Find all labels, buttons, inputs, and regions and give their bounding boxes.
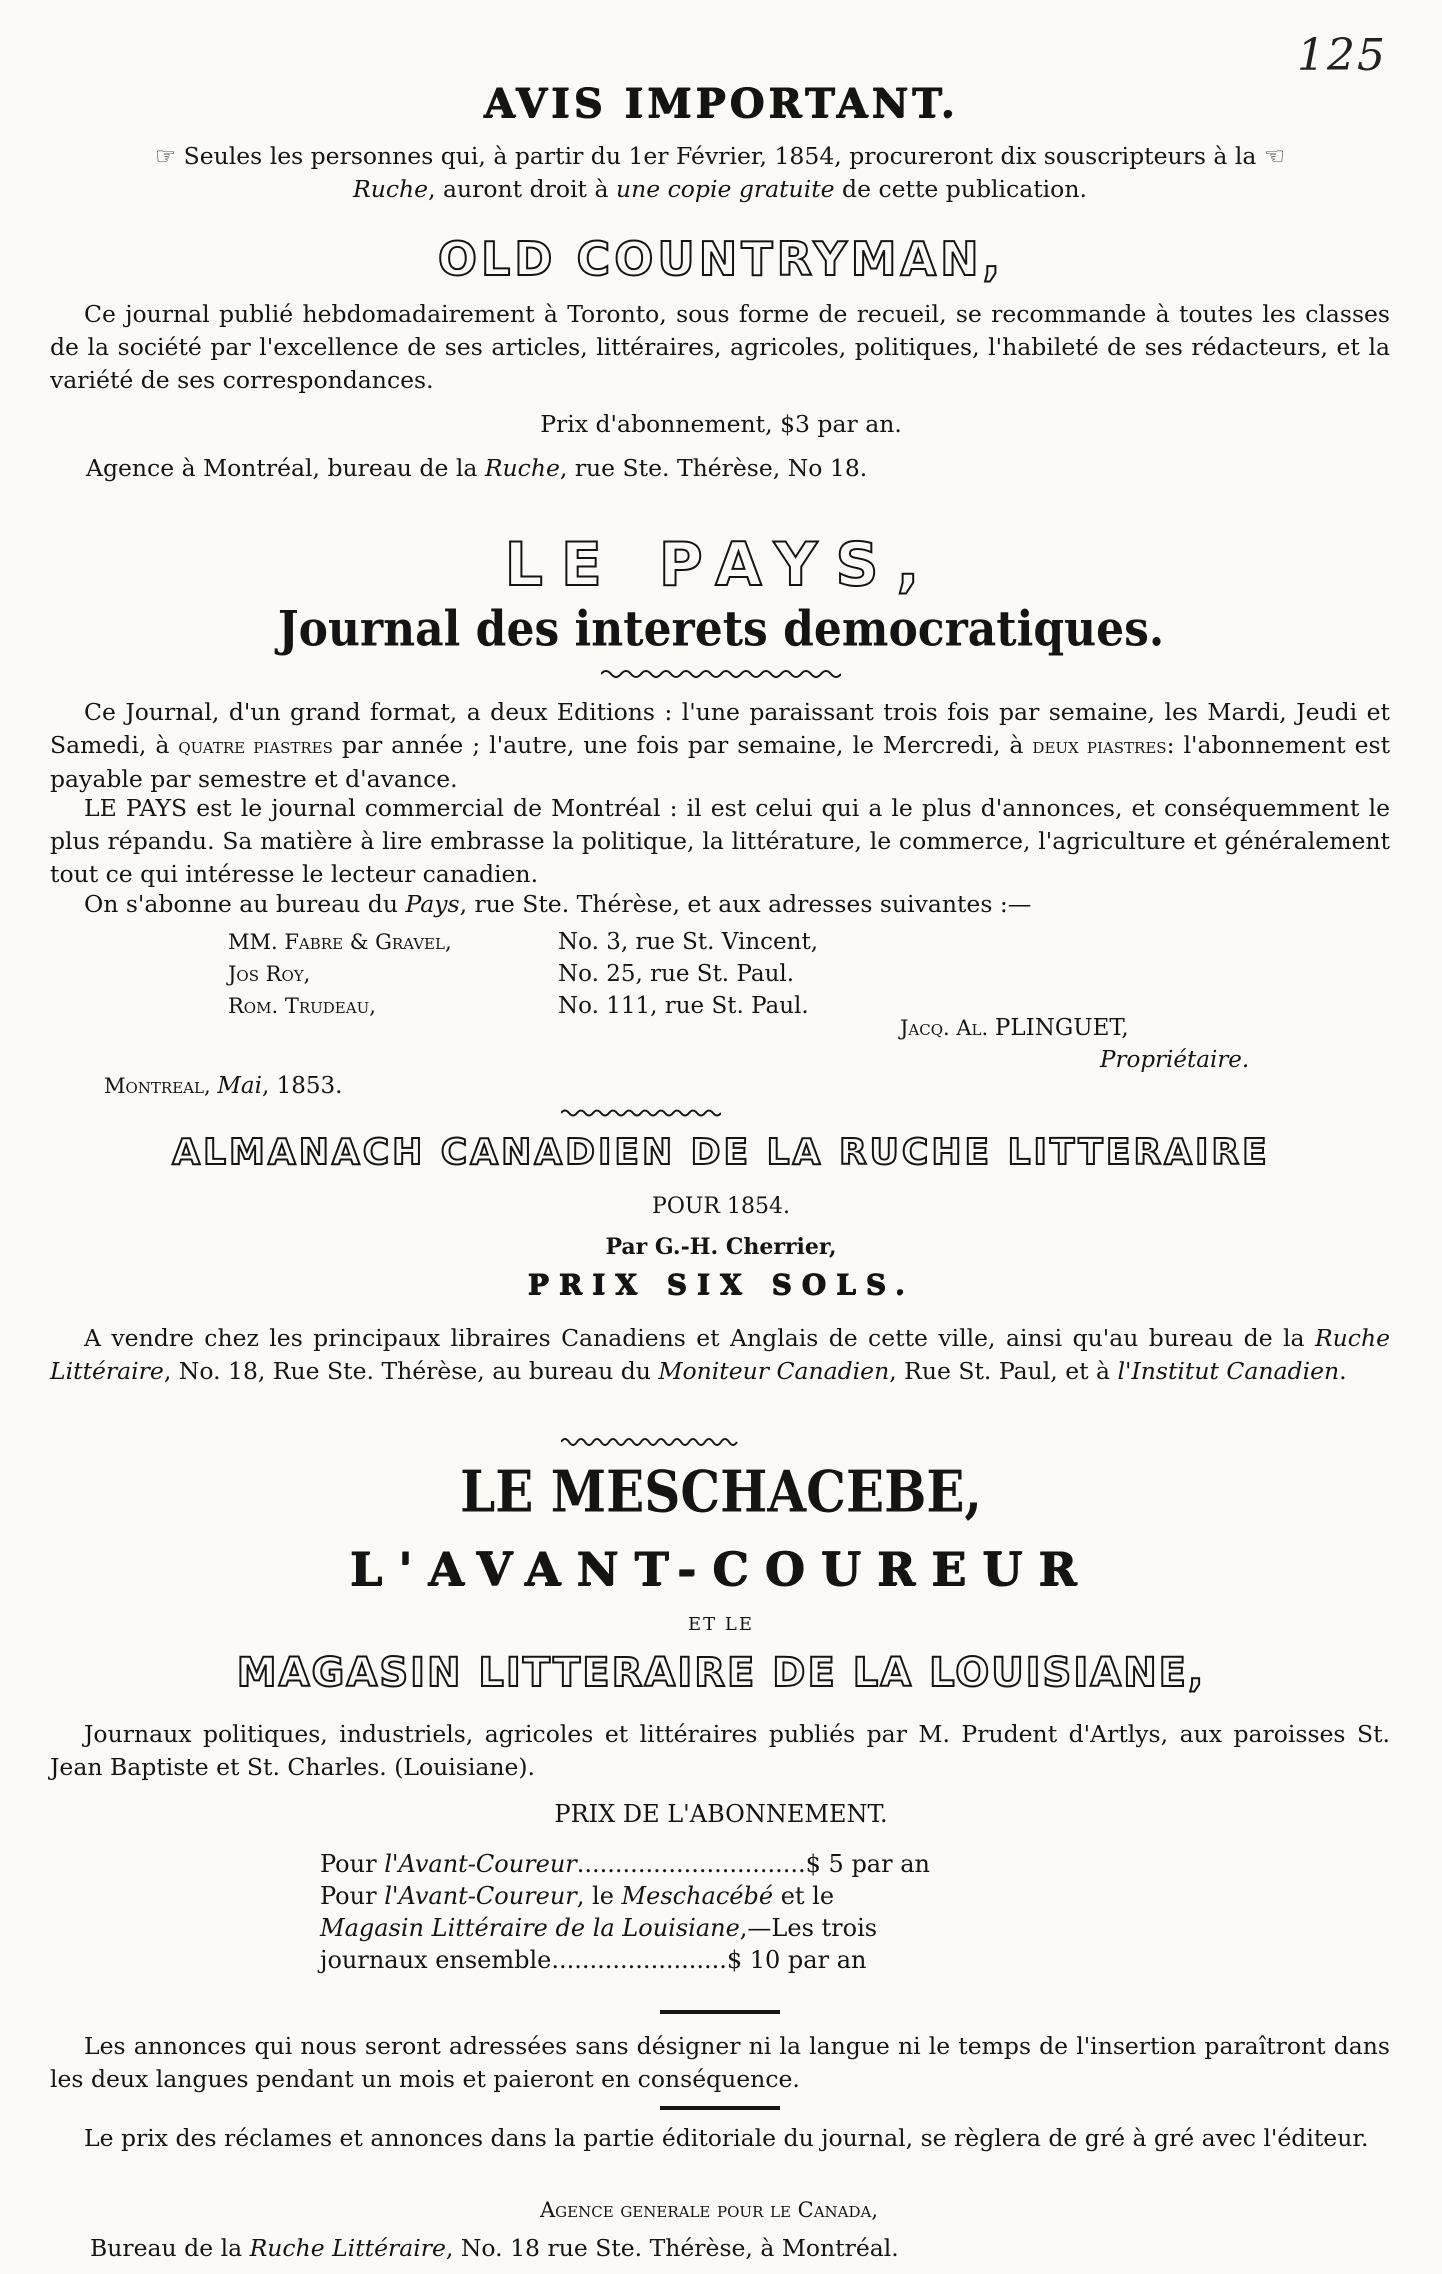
old-countryman-agency: Agence à Montréal, bureau de la Ruche, rue Ste. Thérèse, No 18.: [86, 454, 868, 482]
wave-divider: [601, 668, 841, 680]
short-rule: [660, 2010, 780, 2014]
avant-coureur-title: L'AVANT-COUREUR: [349, 1542, 1093, 1596]
et-le-label: ET LE: [688, 1614, 754, 1635]
address-row: Jos Roy, No. 25, rue St. Paul.: [228, 961, 795, 987]
magasin-title: MAGASIN LITTERAIRE DE LA LOUISIANE,: [236, 1650, 1206, 1696]
pointing-hand-right-icon: ☜: [1263, 142, 1285, 170]
le-pays-p1: Ce Journal, d'un grand format, a deux Editions : l'une paraissant trois fois par semaine, les Mardi, Jeudi et Samedi, à quatre piastres par année ; l'autre, une fois par semaine, le Mercredi, à deux piastres: l'abonnement est payable par semestre et d'avance.: [50, 698, 1391, 793]
le-pays-subtitle: Journal des interets democratiques.: [277, 601, 1165, 658]
almanach-title: ALMANACH CANADIEN DE LA RUCHE LITTERAIRE: [172, 1132, 1270, 1173]
le-pays-p2: LE PAYS est le journal commercial de Montréal : il est celui qui a le plus d'annonces, et conséquemment le plus répandu. Sa matière à lire embrasse la politique, la littérature, le commerce, l'agriculture et généralement tout ce qui intéresse le lecteur canadien.: [50, 794, 1390, 888]
pointing-hand-left-icon: ☞: [155, 142, 177, 170]
price-row-avant-coureur: Pour l'Avant-Coureur..............................$ 5 par an: [320, 1850, 930, 1878]
almanach-text: A vendre chez les principaux libraires Canadiens et Anglais de cette ville, ainsi qu'au bureau de la Ruche Littéraire, No. 18, Rue Ste. Thérèse, au bureau du Moniteur Canadien, Rue St. Paul, et à l'Institut Canadien.: [50, 1324, 1390, 1385]
le-pays-dateline: Montreal, Mai, 1853.: [104, 1073, 343, 1099]
corner-page-note: 125: [1297, 30, 1387, 81]
old-countryman-price: Prix d'abonnement, $3 par an.: [540, 410, 902, 438]
annonces-p1: Les annonces qui nous seront adressées sans désigner ni la langue ni le temps de l'insertion paraîtront dans les deux langues pendant un mois et paieront en conséquence.: [50, 2032, 1390, 2093]
wave-divider: [561, 1436, 741, 1448]
bureau-line: Bureau de la Ruche Littéraire, No. 18 rue Ste. Thérèse, à Montréal.: [90, 2234, 899, 2262]
meschacebe-title: LE MESCHACEBE,: [460, 1457, 982, 1526]
almanach-year: POUR 1854.: [652, 1194, 790, 1219]
address-row: Rom. Trudeau, No. 111, rue St. Paul.: [228, 993, 809, 1019]
almanach-author: Par G.-H. Cherrier,: [605, 1234, 837, 1260]
agence-generale: Agence generale pour le Canada,: [540, 2198, 879, 2222]
prix-abonnement-title: PRIX DE L'ABONNEMENT.: [554, 1800, 888, 1828]
avis-text: ☞ Seules les personnes qui, à partir du 1er Février, 1854, procureront dix souscripteurs à la ☜ Ruche, auront droit à une copie gratuite de cette publication.: [155, 142, 1285, 203]
short-rule: [660, 2106, 780, 2110]
old-countryman-title: OLD COUNTRYMAN,: [437, 232, 1005, 286]
le-pays-role: Propriétaire.: [1100, 1047, 1250, 1073]
wave-divider: [561, 1108, 721, 1118]
le-pays-signature: Jacq. Al. PLINGUET,: [900, 1015, 1129, 1041]
price-row-ensemble: Pour l'Avant-Coureur, le Meschacébé et le Magasin Littéraire de la Louisiane,—Les trois journaux ensemble.......................$ 10 par an: [320, 1882, 878, 1974]
old-countryman-text: Ce journal publié hebdomadairement à Toronto, sous forme de recueil, se recommande à toutes les classes de la société par l'excellence de ses articles, littéraires, agricoles, politiques, l'habileté de ses rédacteurs, et la variété de ses correspondances.: [50, 300, 1390, 394]
annonces-p2: Le prix des réclames et annonces dans la partie éditoriale du journal, se règlera de gré à gré avec l'éditeur.: [84, 2124, 1369, 2152]
address-row: MM. Fabre & Gravel, No. 3, rue St. Vincent,: [228, 929, 819, 955]
le-pays-p3: On s'abonne au bureau du Pays, rue Ste. Thérèse, et aux adresses suivantes :—: [84, 890, 1032, 918]
almanach-price: PRIX SIX SOLS.: [527, 1268, 915, 1301]
meschacebe-text: Journaux politiques, industriels, agricoles et littéraires publiés par M. Prudent d'Artlys, aux paroisses St. Jean Baptiste et St. Charles. (Louisiane).: [50, 1720, 1390, 1781]
le-pays-title: LE PAYS,: [504, 530, 938, 600]
avis-title: AVIS IMPORTANT.: [483, 80, 959, 127]
le-pays-addresses: [228, 926, 818, 1022]
